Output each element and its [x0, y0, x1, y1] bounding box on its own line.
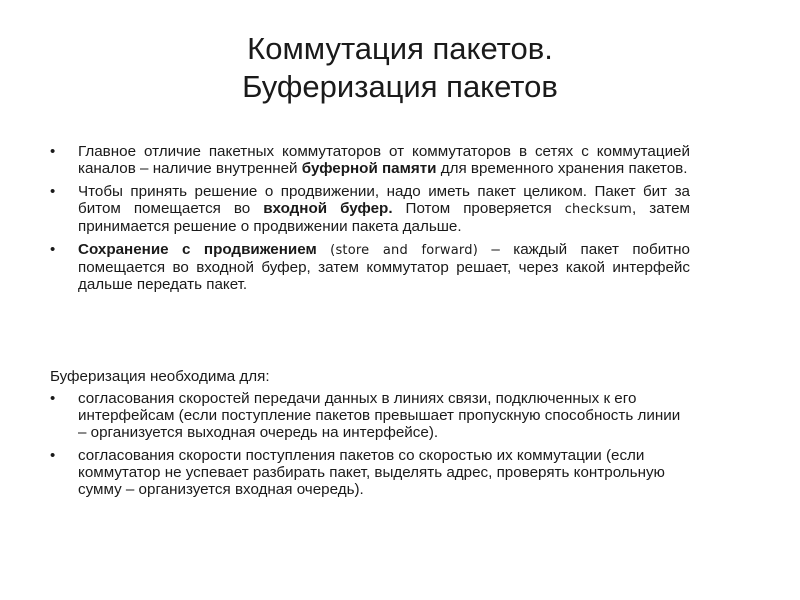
bullet-1-bold: буферной памяти: [301, 160, 437, 177]
bullet-item-2: [50, 183, 690, 235]
buffering-item-1: • согласования скоростей передачи данных в линиях связи, подключенных к его интерфейсам (если поступление пакетов превышает пропускную способность линии – организуется выходная очередь на интерфейсе).: [50, 390, 690, 441]
slide-title: [100, 30, 700, 106]
buffering-intro: Буферизация необходима для:: [50, 368, 270, 385]
bullet-3-text-a: [317, 241, 330, 258]
bullet-3-latin: (store and forward): [330, 243, 478, 258]
bullet-1-text-a: Главное отличие пакетных коммутаторов от коммутаторов в сетях с коммутацией каналов – наличие внутренней: [78, 143, 690, 177]
title-line-1: Коммутация пакетов.: [247, 31, 553, 66]
bullet-2-text-a: Чтобы принять решение о продвижении, надо иметь пакет целиком. Пакет бит за битом помещается во: [78, 183, 690, 217]
main-bullet-list: [50, 143, 690, 299]
buffering-item-2: • согласования скорости поступления пакетов со скоростью их коммутации (если коммутатор не успевает разбирать пакет, выделять адрес, проверять контрольную сумму – организуется входная очередь).: [50, 447, 690, 498]
bullet-2-text-c: , затем принимается решение о продвижении пакета дальше.: [78, 200, 690, 235]
bullet-3-text-b: – каждый пакет побитно помещается во входной буфер, затем коммутатор решает, через какой интерфейс дальше передать пакет.: [78, 241, 690, 293]
bullet-1-text-b: для временного хранения пакетов.: [436, 160, 688, 177]
bullet-2-bold: входной буфер.: [263, 200, 393, 217]
bullet-item-1: [50, 143, 690, 177]
bullet-item-3: [50, 241, 690, 293]
buffering-list: [50, 390, 690, 504]
bullet-3-bold: Сохранение с продвижением: [78, 241, 317, 258]
bullet-2-latin: checksum: [564, 202, 633, 217]
bullet-2-text-b: Потом проверяется: [392, 200, 565, 217]
title-line-2: Буферизация пакетов: [242, 69, 558, 104]
